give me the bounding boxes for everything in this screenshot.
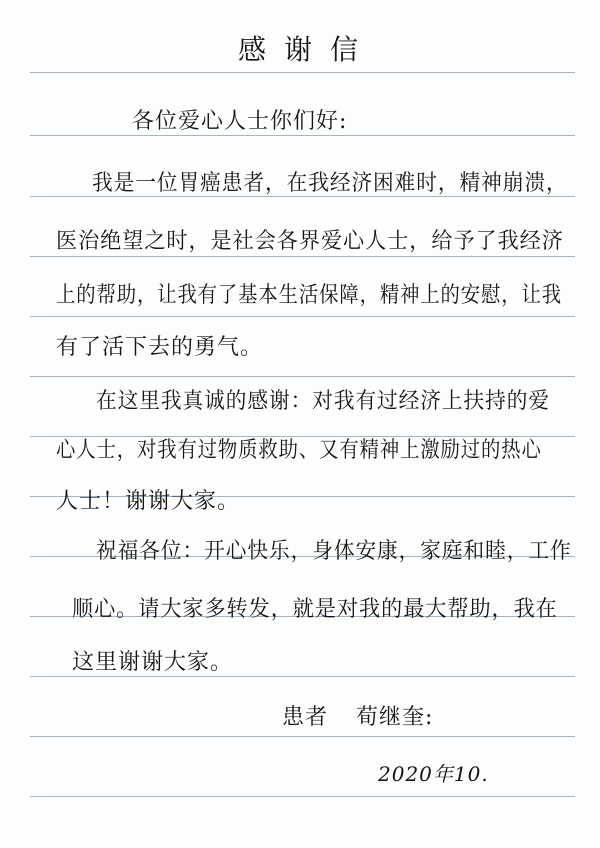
ruled-line [30,676,575,677]
ruled-line [30,796,575,797]
letter-line: 人士！谢谢大家。 [56,489,241,514]
signature-name: 荀继奎: [356,705,434,730]
ruled-line [30,72,575,73]
letter-line: 在这里我真诚的感谢：对我有过经济上扶持的爱 [96,389,551,414]
ruled-line [30,316,575,317]
ruled-line [30,376,575,377]
ruled-line [30,135,575,136]
ruled-line [30,256,575,257]
letter-title: 感谢信 [238,33,377,66]
letter-line: 有了活下去的勇气。 [56,335,264,360]
letter-salutation: 各位爱心人士你们好: [132,109,348,134]
ruled-line [30,736,575,737]
letter-line: 顺心。请大家多转发，就是对我的最大帮助，我在 [72,597,558,622]
letter-line: 医治绝望之时，是社会各界爱心人士，给予了我经济 [56,229,564,254]
letter-line: 心人士，对我有过物质救助、又有精神上激励过的热心 [56,438,542,463]
letter-line: 祝福各位：开心快乐，身体安康，家庭和睦，工作 [96,539,572,564]
signature-label: 患者 [282,705,329,730]
letter-line: 这里谢谢大家。 [72,650,234,675]
letter-line: 上的帮助，让我有了基本生活保障，精神上的安慰，让我 [56,283,563,308]
letter-date: 2020年10. [378,762,489,786]
letter-line: 我是一位胃癌患者，在我经济困难时，精神崩溃， [92,171,568,196]
